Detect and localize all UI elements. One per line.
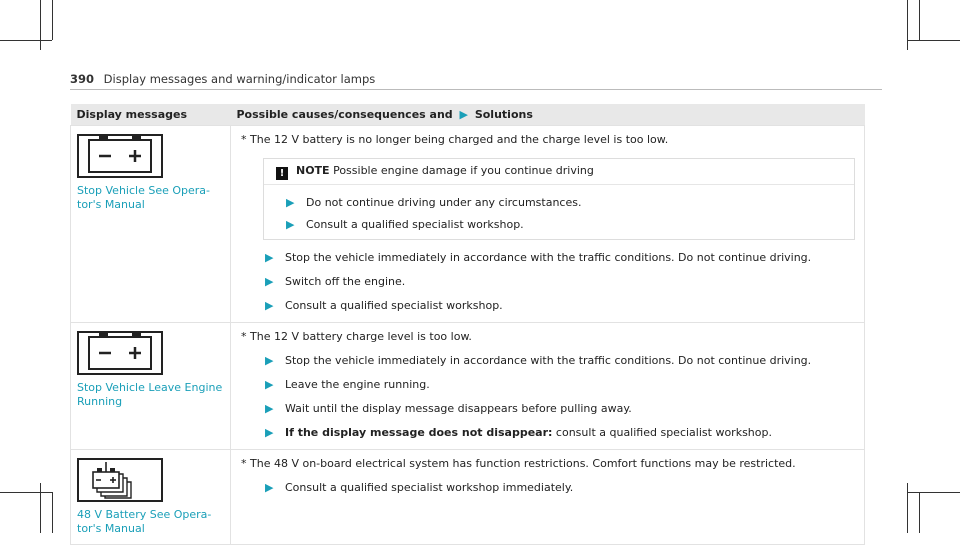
crop-mark <box>0 40 52 41</box>
arrow-icon: ▶ <box>265 251 274 264</box>
table-header-row <box>71 104 865 126</box>
note-box <box>263 158 855 240</box>
arrow-icon: ▶ <box>265 426 274 439</box>
messages-table <box>70 104 865 545</box>
step-item: ▶ Consult a qualified specialist workshop. <box>265 299 503 312</box>
display-cell <box>71 323 231 450</box>
crop-mark <box>907 483 908 533</box>
message-label: Stop Vehicle See Opera- tor's Manual <box>77 184 210 211</box>
arrow-icon: ▶ <box>459 108 468 121</box>
battery-icon <box>77 134 163 178</box>
crop-mark <box>919 0 920 40</box>
crop-mark <box>40 0 41 50</box>
solution-cell <box>231 126 865 323</box>
cause-text: * The 48 V on-board electrical system has function restrictions. Comfort functions may be restricted. <box>241 457 796 470</box>
step-item: ▶ If the display message does not disappear: consult a qualified specialist workshop. <box>265 426 772 439</box>
crop-mark <box>907 40 960 41</box>
display-cell <box>71 450 231 545</box>
display-cell <box>71 126 231 323</box>
crop-mark <box>52 0 53 40</box>
col-header-solutions: Possible causes/consequences and ▶ Solutions <box>231 104 865 126</box>
arrow-icon: ▶ <box>265 275 274 288</box>
page-number: 390 <box>70 72 95 86</box>
step-item: ▶ Consult a qualified specialist workshop immediately. <box>265 481 574 494</box>
step-item: ▶ Do not continue driving under any circumstances. <box>286 196 582 209</box>
page-title: Display messages and warning/indicator lamps <box>103 72 376 86</box>
arrow-icon: ▶ <box>265 481 274 494</box>
crop-mark <box>52 492 53 533</box>
note-text: Possible engine damage if you continue driving <box>333 164 594 177</box>
message-label: Stop Vehicle Leave Engine Running <box>77 381 223 408</box>
step-item: ▶ Stop the vehicle immediately in accordance with the traffic conditions. Do not continue driving. <box>265 251 812 264</box>
arrow-icon: ▶ <box>286 196 295 209</box>
crop-mark <box>919 492 920 533</box>
step-item: ▶ Switch off the engine. <box>265 275 406 288</box>
step-item: ▶ Consult a qualified specialist workshop. <box>286 218 524 231</box>
arrow-icon: ▶ <box>265 402 274 415</box>
48v-battery-icon <box>77 458 163 502</box>
table-row <box>71 450 865 545</box>
arrow-icon: ▶ <box>286 218 295 231</box>
cause-text: * The 12 V battery is no longer being charged and the charge level is too low. <box>241 133 669 146</box>
step-item: ▶ Leave the engine running. <box>265 378 430 391</box>
step-item: ▶ Stop the vehicle immediately in accordance with the traffic conditions. Do not continue driving. <box>265 354 812 367</box>
col-header-display: Display messages <box>71 104 231 126</box>
page-header <box>70 72 880 86</box>
battery-icon <box>77 331 163 375</box>
note-title: NOTE <box>296 164 330 177</box>
table-row <box>71 323 865 450</box>
arrow-icon: ▶ <box>265 354 274 367</box>
arrow-icon: ▶ <box>265 299 274 312</box>
table-row <box>71 126 865 323</box>
crop-mark <box>907 492 960 493</box>
message-label: 48 V Battery See Opera- tor's Manual <box>77 508 212 535</box>
crop-mark <box>40 483 41 533</box>
header-rule <box>70 89 882 90</box>
arrow-icon: ▶ <box>265 378 274 391</box>
solution-cell <box>231 450 865 545</box>
crop-mark <box>907 0 908 50</box>
step-item: ▶ Wait until the display message disappears before pulling away. <box>265 402 632 415</box>
solution-cell <box>231 323 865 450</box>
crop-mark <box>0 492 52 493</box>
cause-text: * The 12 V battery charge level is too low. <box>241 330 472 343</box>
warning-icon: ! <box>276 167 288 180</box>
